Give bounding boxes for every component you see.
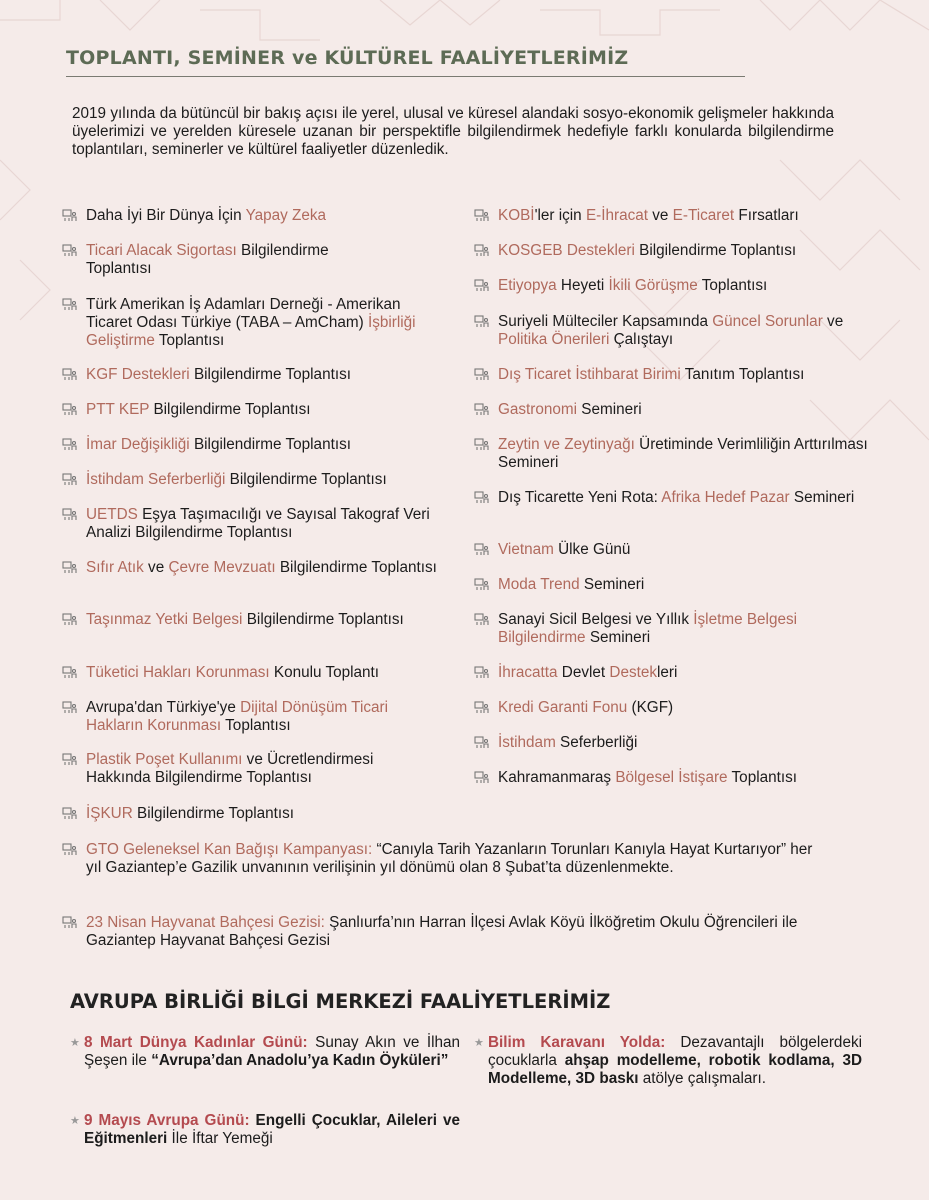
item-text-segment: 'ler için xyxy=(534,207,586,224)
item-text-segment: Sıfır Atık xyxy=(86,559,144,576)
item-text-segment: İle İftar Yemeği xyxy=(167,1130,273,1147)
item-text-segment: İşletme Belgesi Bilgilendirme xyxy=(498,611,798,646)
item-text-segment: Taşınmaz Yetki Belgesi xyxy=(86,611,243,628)
item-text-segment: Üretiminde Verimliliğin Arttırılması Semineri xyxy=(498,436,868,471)
item-text-segment: Ülke Günü xyxy=(553,541,631,558)
meeting-icon xyxy=(474,613,489,626)
item-text-segment: KOBİ xyxy=(498,207,535,224)
item-text-segment: ve xyxy=(648,207,673,224)
activity-item xyxy=(474,366,874,384)
item-text-segment: “Canıyla Tarih Yazanların Torunları Kanıyla Hayat Kurtarıyor” her yıl Gaziantep’e Gazilik unvanının verilişinin yıl dönümü olan 8 Şubat’ta düzenlenmekte. xyxy=(86,841,813,876)
item-text-segment: Etiyopya xyxy=(498,277,557,294)
meeting-icon xyxy=(474,578,489,591)
item-text-segment: KGF Destekleri xyxy=(86,366,190,383)
activity-item xyxy=(474,541,874,559)
meeting-icon xyxy=(62,473,77,486)
eu-activity-item xyxy=(70,1034,460,1070)
meeting-icon xyxy=(474,666,489,679)
activity-item xyxy=(474,664,874,682)
eu-activity-item xyxy=(70,1112,460,1148)
item-text-segment: Yapay Zeka xyxy=(245,207,327,224)
meeting-icon xyxy=(62,613,77,626)
activity-item xyxy=(62,207,442,225)
meeting-icon xyxy=(62,298,77,311)
meeting-icon xyxy=(62,403,77,416)
item-text-segment: Bilgilendirme Toplantısı xyxy=(189,366,351,383)
meeting-icon xyxy=(62,244,77,257)
activity-item xyxy=(62,242,392,278)
item-text-segment: Tanıtım Toplantısı xyxy=(680,366,805,383)
meeting-icon xyxy=(62,666,77,679)
item-text-segment: Tüketici Hakları Korunması xyxy=(86,664,270,681)
item-text-segment: İşbirliği Geliştirme xyxy=(86,314,416,349)
item-text-segment: Bilgilendirme Toplantısı xyxy=(242,611,404,628)
eu-activity-item xyxy=(474,1034,862,1088)
activity-item xyxy=(62,436,442,454)
activity-item xyxy=(62,366,442,384)
item-text-segment: Bilgilendirme Toplantısı xyxy=(132,805,295,822)
item-text-segment: Destek xyxy=(609,664,657,681)
item-text-segment: Semineri xyxy=(585,629,651,646)
item-text-segment: Zeytin ve Zeytinyağı xyxy=(498,436,635,453)
activity-item xyxy=(474,401,874,419)
item-text-segment: Dış Ticarette Yeni Rota: xyxy=(498,489,662,506)
meeting-icon xyxy=(474,368,489,381)
meeting-icon xyxy=(62,916,77,929)
item-text-segment: İstihdam Seferberliği xyxy=(86,471,226,488)
item-text-segment: Politika Önerileri xyxy=(498,331,610,348)
item-text-segment: Kredi Garanti Fonu xyxy=(498,699,628,716)
item-text-segment: leri xyxy=(657,664,678,681)
meeting-icon xyxy=(62,209,77,222)
item-text-segment: Semineri xyxy=(789,489,855,506)
title-rule xyxy=(66,76,745,77)
item-text-segment: Dijital Dönüşüm Ticari Hakların Korunması xyxy=(86,699,389,734)
item-text-segment: Toplantısı xyxy=(154,332,225,349)
item-text-segment: Suriyeli Mülteciler Kapsamında xyxy=(498,313,713,330)
meeting-icon xyxy=(474,403,489,416)
activity-item xyxy=(474,313,854,349)
item-text-segment: Güncel Sorunlar xyxy=(712,313,823,330)
item-text-segment: GTO Geleneksel Kan Bağışı Kampanyası: xyxy=(86,841,373,858)
activity-item xyxy=(474,207,874,225)
meeting-icon xyxy=(62,368,77,381)
item-text-segment: Konulu Toplantı xyxy=(269,664,380,681)
meeting-icon xyxy=(474,491,489,504)
meeting-icon xyxy=(474,315,489,328)
meeting-icon xyxy=(62,701,77,714)
star-icon: ★ xyxy=(474,1037,484,1049)
item-text-segment: Semineri xyxy=(579,576,645,593)
item-text-segment: Bilgilendirme Toplantısı xyxy=(634,242,797,259)
meeting-icon xyxy=(62,508,77,521)
item-text-segment: Toplantısı xyxy=(221,717,291,734)
item-text-segment: ve xyxy=(822,313,844,330)
item-text-segment: Seferberliği xyxy=(555,734,638,751)
item-text-segment: Engelli Çocuklar, Aileleri ve Eğitmenleri xyxy=(84,1112,460,1147)
activity-item xyxy=(474,576,874,594)
item-text-segment: İmar Değişikliği xyxy=(86,436,190,453)
item-text-segment: UETDS xyxy=(86,506,138,523)
meeting-icon xyxy=(474,438,489,451)
meeting-icon xyxy=(62,807,77,820)
meeting-icon xyxy=(474,279,489,292)
section-title: TOPLANTI, SEMİNER ve KÜLTÜREL FAALİYETLERİMİZ xyxy=(66,47,629,69)
item-text-segment: Kahramanmaraş xyxy=(498,769,616,786)
item-text-segment: Ticari Alacak Sigortası xyxy=(86,242,237,259)
activity-item xyxy=(62,471,462,489)
meeting-icon xyxy=(62,438,77,451)
meeting-icon xyxy=(474,771,489,784)
activity-item xyxy=(474,611,854,647)
item-text-segment: 23 Nisan Hayvanat Bahçesi Gezisi: xyxy=(86,914,325,931)
activity-item xyxy=(62,506,442,542)
activity-item xyxy=(474,769,894,787)
activity-item xyxy=(62,751,442,787)
item-text-segment: Bölgesel İstişare xyxy=(615,769,728,786)
activity-item xyxy=(474,436,874,472)
item-text-segment: Fırsatları xyxy=(734,207,799,224)
meeting-icon xyxy=(62,753,77,766)
item-text-segment: ve xyxy=(143,559,169,576)
activity-item xyxy=(62,805,442,823)
item-text-segment: Heyeti xyxy=(556,277,609,294)
item-text-segment: Semineri xyxy=(577,401,642,418)
item-text-segment: E-Ticaret xyxy=(672,207,735,224)
activity-item xyxy=(474,699,874,717)
item-text-segment: (KGF) xyxy=(627,699,674,716)
activity-item xyxy=(474,489,874,507)
activity-item xyxy=(62,699,432,735)
item-text-segment: Avrupa'dan Türkiye'ye xyxy=(86,699,241,716)
item-text-segment: atölye çalışmaları. xyxy=(638,1070,767,1087)
activity-item xyxy=(62,401,442,419)
item-text-segment: Bilgilendirme Toplantısı xyxy=(189,436,351,453)
meeting-icon xyxy=(62,561,77,574)
item-text-segment: KOSGEB Destekleri xyxy=(498,242,635,259)
item-text-segment: İhracatta xyxy=(498,664,558,681)
item-text-segment: Eşya Taşımacılığı ve Sayısal Takograf Veri Analizi Bilgilendirme Toplantısı xyxy=(86,506,430,541)
item-text-segment: İstihdam xyxy=(498,734,556,751)
item-text-segment: Türk Amerikan İş Adamları Derneği - Amerikan Ticaret Odası Türkiye (TABA – AmCham) xyxy=(86,296,401,331)
activity-item xyxy=(474,734,874,752)
activity-item-wide xyxy=(62,841,822,877)
item-text-segment: ve Ücretlendirmesi Hakkında Bilgilendirme Toplantısı xyxy=(86,751,374,786)
activity-item xyxy=(62,559,442,577)
item-text-segment: Çalıştayı xyxy=(609,331,674,348)
item-text-segment: PTT KEP xyxy=(86,401,150,418)
item-text-segment: E-İhracat xyxy=(585,207,648,224)
item-text-segment: Bilim Karavanı Yolda: xyxy=(488,1034,666,1051)
eu-section-title: AVRUPA BİRLİĞİ BİLGİ MERKEZİ FAALİYETLERİMİZ xyxy=(70,990,611,1013)
meeting-icon xyxy=(474,244,489,257)
item-text-segment: Moda Trend xyxy=(498,576,580,593)
item-text-segment: Afrika Hedef Pazar xyxy=(661,489,790,506)
activity-item xyxy=(474,277,874,295)
item-text-segment: Bilgilendirme Toplantısı xyxy=(149,401,311,418)
meeting-icon xyxy=(474,736,489,749)
meeting-icon xyxy=(62,843,77,856)
item-text-segment: Dış Ticaret İstihbarat Birimi xyxy=(498,366,681,383)
item-text-segment: Bilgilendirme Toplantısı xyxy=(275,559,437,576)
intro-paragraph: 2019 yılında da bütüncül bir bakış açısı ile yerel, ulusal ve küresel alandaki sosyo-ekonomik gelişmeler hakkında üyelerimizi ve yerelden küresele uzanan bir perspektifle bilgilendirmek hedefiyle farklı konularda bilgilendirme toplantıları, seminerler ve kültürel faaliyetler düzenledik. xyxy=(72,105,834,158)
activity-item xyxy=(62,296,432,350)
activity-item xyxy=(62,611,442,629)
item-text-segment: 9 Mayıs Avrupa Günü: xyxy=(84,1112,250,1129)
star-icon: ★ xyxy=(70,1037,80,1049)
activity-item xyxy=(62,664,462,682)
meeting-icon xyxy=(474,543,489,556)
item-text-segment: Bilgilendirme Toplantısı xyxy=(86,242,329,277)
item-text-segment: Devlet xyxy=(557,664,610,681)
item-text-segment: 8 Mart Dünya Kadınlar Günü: xyxy=(84,1034,308,1051)
item-text-segment: İkili Görüşme xyxy=(608,277,698,294)
item-text-segment: Bilgilendirme Toplantısı xyxy=(225,471,387,488)
item-text-segment: Sanayi Sicil Belgesi ve Yıllık xyxy=(498,611,694,628)
item-text-segment: Sunay Akın ve İlhan Şeşen ile xyxy=(84,1034,460,1069)
item-text-segment: Daha İyi Bir Dünya İçin xyxy=(86,207,246,224)
meeting-icon xyxy=(474,209,489,222)
item-text-segment: Toplantısı xyxy=(727,769,798,786)
activity-item-wide xyxy=(62,914,822,950)
item-text-segment: İŞKUR xyxy=(86,805,133,822)
star-icon: ★ xyxy=(70,1115,80,1127)
item-text-segment: Gastronomi xyxy=(498,401,578,418)
item-text-segment: Dezavantajlı bölgelerdeki çocuklarla xyxy=(488,1034,862,1069)
item-text-segment: Plastik Poşet Kullanımı xyxy=(86,751,243,768)
item-text-segment: Vietnam xyxy=(498,541,554,558)
item-text-segment: “Avrupa’dan Anadolu’ya Kadın Öyküleri” xyxy=(151,1052,449,1069)
item-text-segment: Çevre Mevzuatı xyxy=(168,559,276,576)
activity-item xyxy=(474,242,874,260)
item-text-segment: Toplantısı xyxy=(697,277,768,294)
meeting-icon xyxy=(474,701,489,714)
item-text-segment: ahşap modelleme, robotik kodlama, 3D Modelleme, 3D baskı xyxy=(488,1052,862,1087)
item-text-segment: Şanlıurfa’nın Harran İlçesi Avlak Köyü İlköğretim Okulu Öğrencileri ile Gaziantep Hayvanat Bahçesi Gezisi xyxy=(86,914,798,949)
